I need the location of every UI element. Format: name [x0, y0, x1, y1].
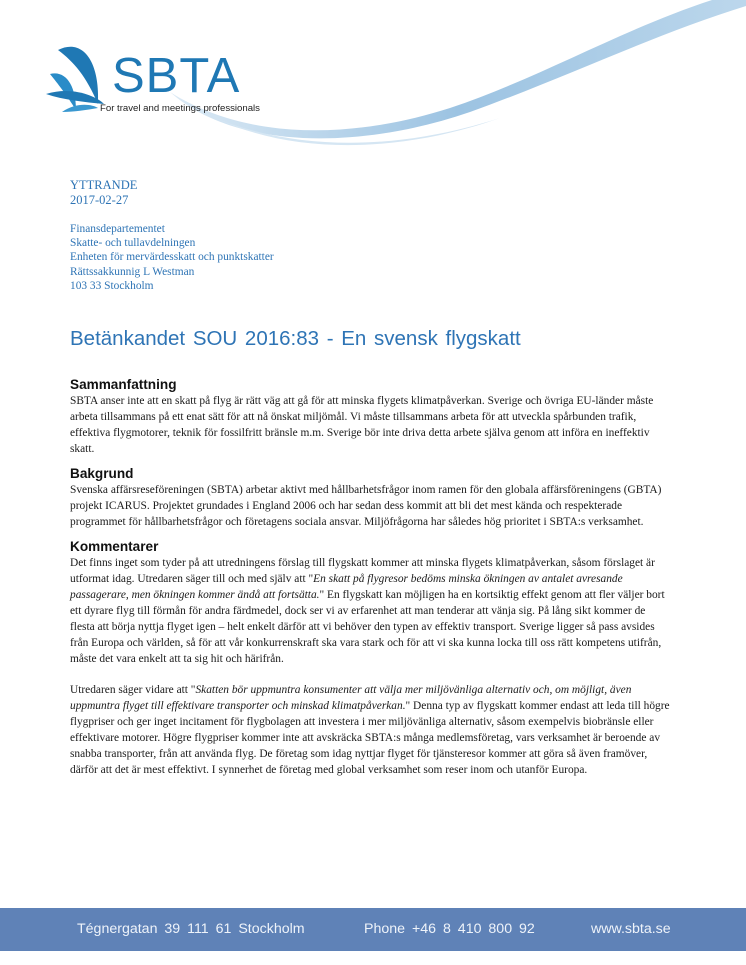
section-heading-comments: Kommentarer [70, 539, 159, 554]
document-type: YTTRANDE [70, 178, 138, 192]
logo-tagline: For travel and meetings professionals [100, 103, 260, 114]
section-heading-summary: Sammanfattning [70, 377, 177, 392]
quote: Skatten bör uppmuntra konsumenter att välja mer miljövänliga alternativ och, om möjligt, även uppmuntra flyget till effektivare transporter och minskad klimatpåverkan. [70, 684, 632, 712]
address-line: Enheten för mervärdesskatt och punktskatter [70, 251, 274, 264]
footer-website-link[interactable]: www.sbta.se [591, 921, 671, 937]
background-paragraph: Svenska affärsreseföreningen (SBTA) arbetar aktivt med hållbarhetsfrågor inom ramen för den globala affärsföreningens (GBTA) projekt ICARUS. Projektet grundades i England 2006 och har sedan dess kommit att bli det mest kända och respekterade programmet för hållbarhetsfrågor och företagens sociala ansvar. Miljöfrågorna har således hög prioritet i SBTA:s verksamhet. [70, 484, 662, 528]
recipient-address [70, 222, 274, 293]
document-date: 2017-02-27 [70, 192, 129, 207]
document-title: Betänkandet SOU 2016:83 - En svensk flygskatt [70, 327, 521, 350]
logo-mark-icon [46, 47, 104, 112]
comments-paragraph-1: Det finns inget som tyder på att utredningens förslag till flygskatt kommer att minska flygets klimatpåverkan, såsom förslaget är utformat idag. Utredaren säger till och med själv att "En skatt på flygresor bedöms minska ökningen av antalet avresande passagerare, men ökningen kommer ändå att fortsätta." En flygskatt kan möjligen ha en kortsiktig effekt genom att fler väljer bort ett dyrare flyg till förmån för andra färdmedel, dock ser vi av erfarenhet att man tenderar att vänja sig. På lång sikt kommer de flesta att börja nyttja flyget igen – helt enkelt därför att vi behöver den typen av effektiv transport. Sverige ligger så pass avsides från Europa och världen, så för att vår konkurrenskraft ska vara stark och för att vi ska kunna locka till oss rätt kompetens utifrån, måste det vara enkelt att ta sig hit och härifrån. [70, 557, 665, 665]
footer-address: Tégnergatan 39 111 61 Stockholm [77, 921, 305, 937]
footer-phone: Phone +46 8 410 800 92 [364, 921, 535, 937]
footer-bar [0, 908, 746, 951]
quote: En skatt på flygresor bedöms minska ökningen av antalet avresande passagerare, men ökningen kommer ändå att fortsätta. [70, 573, 623, 601]
document-body [70, 377, 670, 778]
document-meta [70, 178, 137, 207]
address-line: 103 33 Stockholm [70, 279, 154, 292]
logo-wordmark: SBTA [112, 49, 241, 103]
address-line: Finansdepartementet [70, 223, 165, 235]
address-line: Rättssakkunnig L Westman [70, 265, 195, 278]
comments-paragraph-2: Utredaren säger vidare att "Skatten bör uppmuntra konsumenter att välja mer miljövänliga alternativ och, om möjligt, även uppmuntra flyget till effektivare transporter och minskad klimatpåverkan." Denna typ av flygskatt kommer endast att leda till högre flygpriser och ger inget incitament för flygbolagen att investera i mer miljövänliga alternativ, såsom exempelvis biobränsle eller effektivare motorer. Högre flygpriser kommer inte att avskräcka SBTA:s många medlemsföretag, vars verksamhet är beroende av snabba transporter, från att använda flyg. De företag som idag nyttjar flyget för tjänsteresor kommer att göra så även framöver, därför att det är mest effektivt. I synnerhet de företag med global verksamhet som reser inom och utanför Europa. [70, 684, 670, 776]
section-heading-background: Bakgrund [70, 466, 134, 481]
address-line: Skatte- och tullavdelningen [70, 237, 196, 250]
summary-paragraph: SBTA anser inte att en skatt på flyg är rätt väg att gå för att minska flygets klimatpåverkan. Sverige och övriga EU-länder måste arbeta tillsammans på ett enat sätt för att nå önskat miljömål. Vi måste tillsammans arbeta för att utveckla spårbunden trafik, effektiva flygmotorer, teknik för fossilfritt bränsle m.m. Sverige bör inte driva detta arbete själva genom att införa en ineffektiv skatt. [70, 395, 654, 455]
